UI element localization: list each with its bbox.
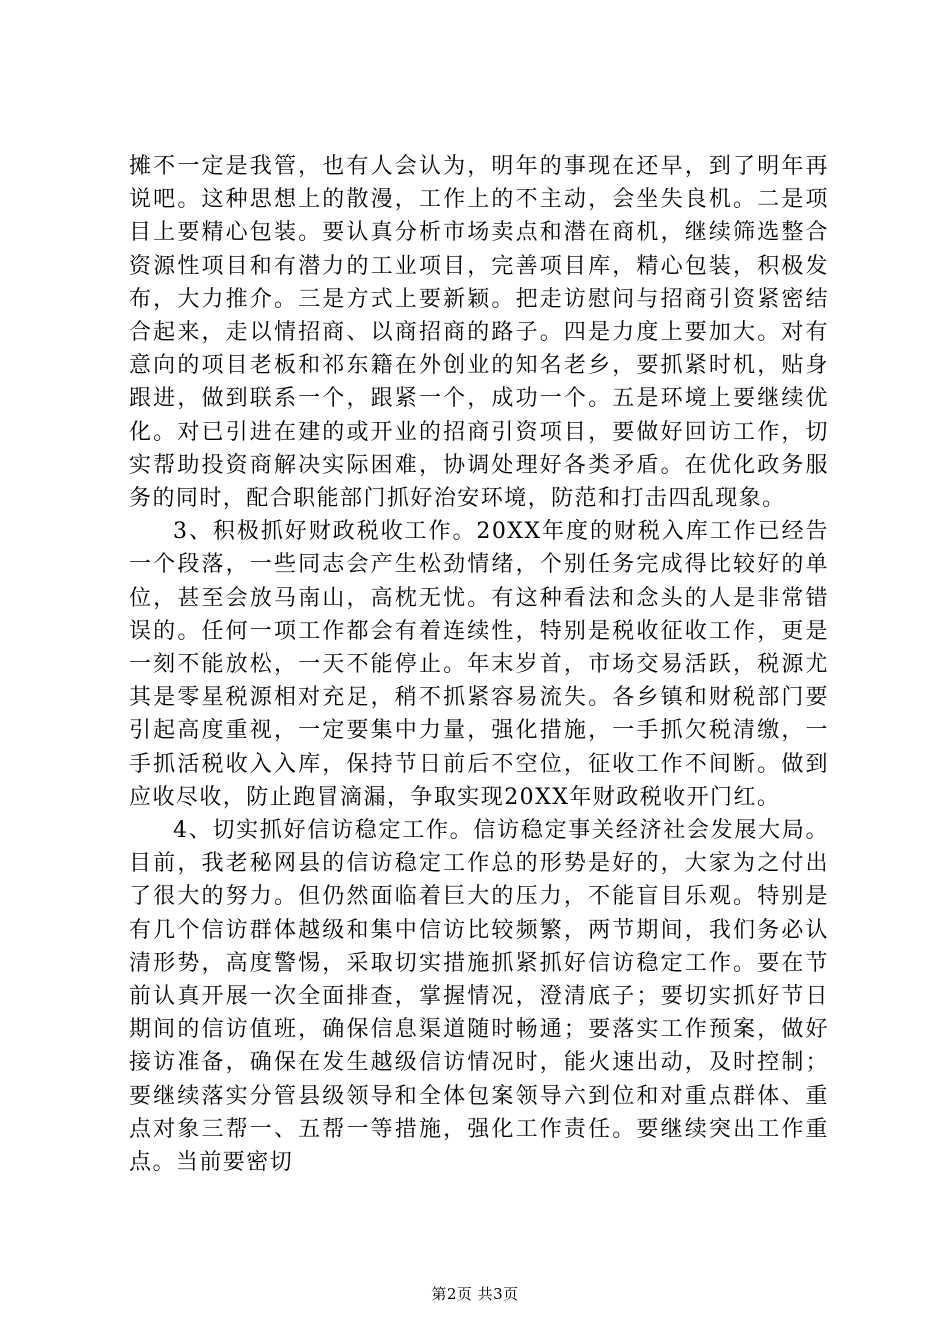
paragraph-petition-stability: 4、切实抓好信访稳定工作。信访稳定事关经济社会发展大局。目前，我老秘网县的信访稳定工作总的形势是好的，大家为之付出了很大的努力。但仍然面临着巨大的压力，不能盲目乐观。特别是有几个信访群体越级和集中信访比较频繁，两节期间，我们务必认清形势，高度警惕，采取切实措施抓紧抓好信访稳定工作。要在节前认真开展一次全面排查，掌握情况，澄清底子；要切实抓好节日期间的信访值班，确保信息渠道随时畅通；要落实工作预案，做好接访准备，确保在发生越级信访情况时，能火速出动，及时控制；要继续落实分管县级领导和全体包案领导六到位和对重点群体、重点对象三帮一、五帮一等措施，强化工作责任。要继续突出工作重点。当前要密切	[129, 818, 829, 1176]
document-body	[129, 150, 829, 1179]
page-number-footer: 第2页 共3页	[431, 1285, 519, 1303]
paragraph-fiscal-tax: 3、积极抓好财政税收工作。20XX年度的财税入库工作已经告一个段落，一些同志会产生松劲情绪，个别任务完成得比较好的单位，甚至会放马南山，高枕无忧。有这种看法和念头的人是非常错误的。任何一项工作都会有着连续性，特别是税收征收工作，更是一刻不能放松，一天不能停止。年末岁首，市场交易活跃，税源尤其是零星税源相对充足，稍不抓紧容易流失。各乡镇和财税部门要引起高度重视，一定要集中力量，强化措施，一手抓欠税清缴，一手抓活税收入入库，保持节日前后不空位，征收工作不间断。做到应收尽收，防止跑冒滴漏，争取实现20XX年财政税收开门红。	[129, 519, 829, 810]
paragraph-continuation: 摊不一定是我管，也有人会认为，明年的事现在还早，到了明年再说吧。这种思想上的散漫，工作上的不主动，会坐失良机。二是项目上要精心包装。要认真分析市场卖点和潜在商机，继续筛选整合资源性项目和有潜力的工业项目，完善项目库，精心包装，积极发布，大力推介。三是方式上要新颖。把走访慰问与招商引资紧密结合起来，走以情招商、以商招商的路子。四是力度上要加大。对有意向的项目老板和祁东籍在外创业的知名老乡，要抓紧时机，贴身跟进，做到联系一个，跟紧一个，成功一个。五是环境上要继续优化。对已引进在建的或开业的招商引资项目，要做好回访工作，切实帮助投资商解决实际困难，协调处理好各类矛盾。在优化政务服务的同时，配合职能部门抓好治安环境，防范和打击四乱现象。	[129, 154, 829, 512]
